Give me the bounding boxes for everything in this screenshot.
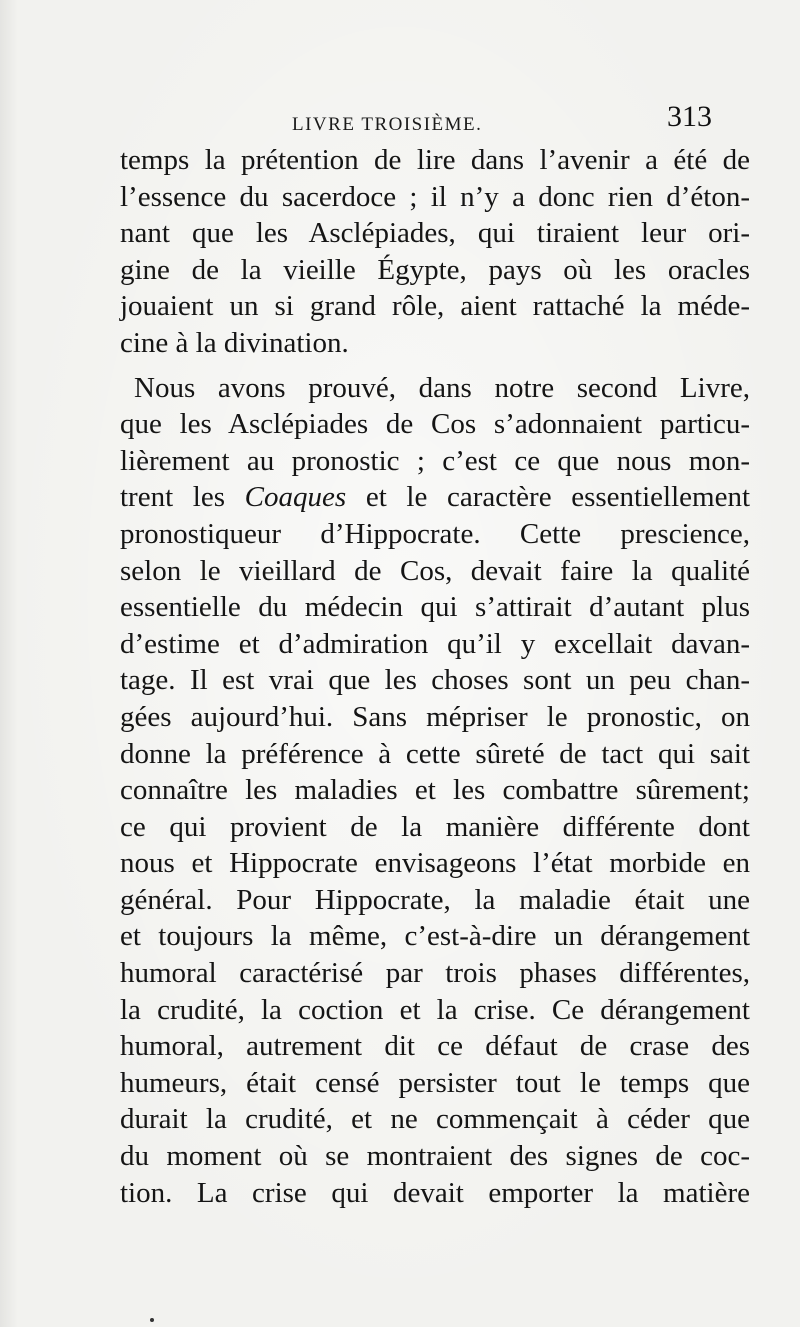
text-line: la crudité, la coction et la crise. Ce dérangement: [120, 993, 750, 1026]
text-line: tage. Il est vrai que les choses sont un peu chan-: [120, 664, 750, 697]
text-line: tion. La crise qui devait emporter la matière: [120, 1176, 750, 1209]
chapter-title: LIVRE TROISIÈME.: [292, 114, 483, 135]
text-line: selon le vieillard de Cos, devait faire la qualité: [120, 554, 750, 587]
text-line: jouaient un si grand rôle, aient rattaché la méde-: [120, 290, 750, 323]
text-line: pronostiqueur d’Hippocrate. Cette prescience,: [120, 517, 750, 550]
text-line: que les Asclépiades de Cos s’adonnaient particu-: [120, 408, 750, 441]
text-line: essentielle du médecin qui s’attirait d’autant plus: [120, 591, 750, 624]
text-fragment: et le caractère essentiellement: [346, 481, 751, 514]
text-line: gées aujourd’hui. Sans mépriser le pronostic, on: [120, 700, 750, 733]
text-line: humoral, autrement dit ce défaut de crase des: [120, 1030, 750, 1063]
text-line: nant que les Asclépiades, qui tiraient leur ori-: [120, 217, 750, 250]
text-line: ce qui provient de la manière différente dont: [120, 810, 750, 843]
text-line: humoral caractérisé par trois phases différentes,: [120, 957, 750, 990]
text-line: du moment où se montraient des signes de coc-: [120, 1140, 750, 1173]
body-text: [120, 142, 750, 1211]
page-number: 313: [667, 100, 712, 133]
text-line: Nous avons prouvé, dans notre second Livre,: [134, 371, 750, 404]
text-line: temps la prétention de lire dans l’avenir a été de: [120, 144, 750, 176]
text-line: l’essence du sacerdoce ; il n’y a donc rien d’éton-: [120, 180, 750, 213]
text-line: général. Pour Hippocrate, la maladie était une: [120, 883, 750, 916]
text-line: humeurs, était censé persister tout le temps que: [120, 1066, 750, 1099]
text-line: nous et Hippocrate envisageons l’état morbide en: [120, 847, 750, 880]
text-line: lièrement au pronostic ; c’est ce que nous mon-: [120, 444, 750, 477]
text-line: donne la préférence à cette sûreté de tact qui sait: [120, 737, 750, 770]
ink-speck: [150, 1318, 154, 1322]
paragraph-1: [120, 142, 750, 362]
text-line: cine à la divination.: [120, 326, 349, 359]
paragraph-2: [120, 370, 750, 1212]
text-line: [120, 479, 750, 516]
text-fragment: trent les: [120, 481, 245, 514]
text-line: et toujours la même, c’est-à-dire un dérangement: [120, 920, 750, 953]
running-head: [100, 100, 720, 134]
italic-title-coaques: Coaques: [244, 481, 347, 514]
text-line: durait la crudité, et ne commençait à céder que: [120, 1103, 750, 1136]
text-line: d’estime et d’admiration qu’il y excellait davan-: [120, 627, 750, 660]
text-line: connaître les maladies et les combattre sûrement;: [120, 774, 750, 807]
text-line: gine de la vieille Égypte, pays où les oracles: [120, 253, 750, 286]
paragraph-gap: [120, 362, 750, 370]
